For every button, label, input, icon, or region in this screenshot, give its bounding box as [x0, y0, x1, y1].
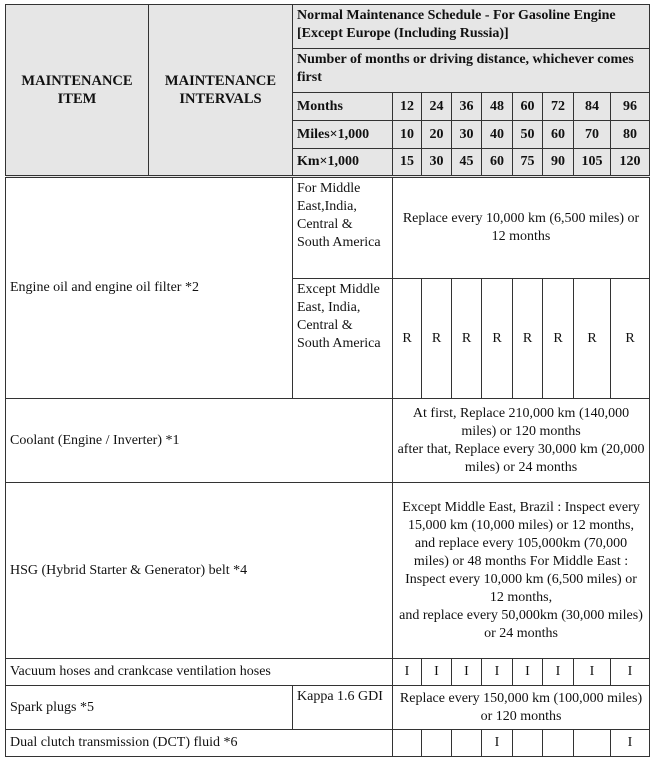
maintenance-intervals-header: MAINTENANCE INTERVALS [149, 5, 293, 177]
schedule-mark: R [513, 279, 543, 399]
months-value: 24 [422, 93, 452, 121]
months-value: 12 [393, 93, 422, 121]
schedule-mark: R [393, 279, 422, 399]
schedule-mark: R [574, 279, 611, 399]
months-value: 72 [543, 93, 574, 121]
schedule-mark: R [611, 279, 650, 399]
schedule-mark: I [611, 659, 650, 686]
miles-value: 80 [611, 121, 650, 149]
engine-oil-region-2: Except Middle East, India, Central & South America [293, 279, 393, 399]
schedule-mark: I [422, 659, 452, 686]
engine-oil-region-1-interval: Replace every 10,000 km (6,500 miles) or 12 months [393, 177, 650, 279]
schedule-mark: I [574, 659, 611, 686]
spark-plugs-item: Spark plugs *5 [6, 686, 293, 730]
schedule-mark: R [452, 279, 482, 399]
schedule-mark: R [482, 279, 513, 399]
miles-value: 10 [393, 121, 422, 149]
km-value: 120 [611, 149, 650, 177]
schedule-mark: I [611, 730, 650, 757]
km-value: 15 [393, 149, 422, 177]
schedule-mark: I [482, 659, 513, 686]
schedule-title: Normal Maintenance Schedule - For Gasoline Engine [Except Europe (Including Russia)] [293, 5, 650, 49]
months-value: 60 [513, 93, 543, 121]
schedule-mark: R [422, 279, 452, 399]
miles-value: 50 [513, 121, 543, 149]
schedule-mark [513, 730, 543, 757]
miles-value: 40 [482, 121, 513, 149]
km-value: 45 [452, 149, 482, 177]
coolant-interval [393, 399, 650, 483]
km-value: 90 [543, 149, 574, 177]
km-value: 30 [422, 149, 452, 177]
km-value: 60 [482, 149, 513, 177]
miles-value: 60 [543, 121, 574, 149]
engine-oil-region-1: For Middle East,India, Central & South America [293, 177, 393, 279]
spark-plugs-engine: Kappa 1.6 GDI [293, 686, 393, 730]
hsg-belt-interval-line: Except Middle East, Brazil : Inspect every 15,000 km (10,000 miles) or 12 months, [402, 499, 640, 533]
miles-value: 70 [574, 121, 611, 149]
miles-value: 20 [422, 121, 452, 149]
hsg-belt-interval-line: and replace every 50,000km (30,000 miles) or 24 months [399, 607, 643, 641]
miles-label: Miles×1,000 [293, 121, 393, 149]
vacuum-hoses-item: Vacuum hoses and crankcase ventilation hoses [6, 659, 393, 686]
hsg-belt-item: HSG (Hybrid Starter & Generator) belt *4 [6, 483, 393, 659]
schedule-mark: I [452, 659, 482, 686]
engine-oil-item: Engine oil and engine oil filter *2 [6, 177, 293, 399]
schedule-mark: I [482, 730, 513, 757]
coolant-interval-first: At first, Replace 210,000 km (140,000 miles) or 120 months [412, 405, 630, 439]
schedule-mark: R [543, 279, 574, 399]
schedule-mark [574, 730, 611, 757]
coolant-item: Coolant (Engine / Inverter) *1 [6, 399, 393, 483]
months-value: 96 [611, 93, 650, 121]
months-value: 84 [574, 93, 611, 121]
km-value: 75 [513, 149, 543, 177]
months-value: 36 [452, 93, 482, 121]
miles-value: 30 [452, 121, 482, 149]
months-label: Months [293, 93, 393, 121]
maintenance-schedule-table [5, 4, 650, 757]
schedule-mark: I [543, 659, 574, 686]
coolant-interval-after: after that, Replace every 30,000 km (20,000 miles) or 24 months [397, 441, 645, 475]
schedule-mark [393, 730, 422, 757]
interval-note: Number of months or driving distance, whichever comes first [293, 49, 650, 93]
schedule-mark: I [393, 659, 422, 686]
months-value: 48 [482, 93, 513, 121]
schedule-mark [452, 730, 482, 757]
schedule-mark [422, 730, 452, 757]
maintenance-item-header: MAINTENANCE ITEM [6, 5, 149, 177]
schedule-mark [543, 730, 574, 757]
km-value: 105 [574, 149, 611, 177]
hsg-belt-interval [393, 483, 650, 659]
dct-fluid-item: Dual clutch transmission (DCT) fluid *6 [6, 730, 393, 757]
schedule-mark: I [513, 659, 543, 686]
spark-plugs-interval: Replace every 150,000 km (100,000 miles) or 120 months [393, 686, 650, 730]
km-label: Km×1,000 [293, 149, 393, 177]
hsg-belt-interval-line: and replace every 105,000km (70,000 miles) or 48 months For Middle East : Inspect every 10,000 km (6,500 miles) or 12 months, [405, 535, 637, 605]
